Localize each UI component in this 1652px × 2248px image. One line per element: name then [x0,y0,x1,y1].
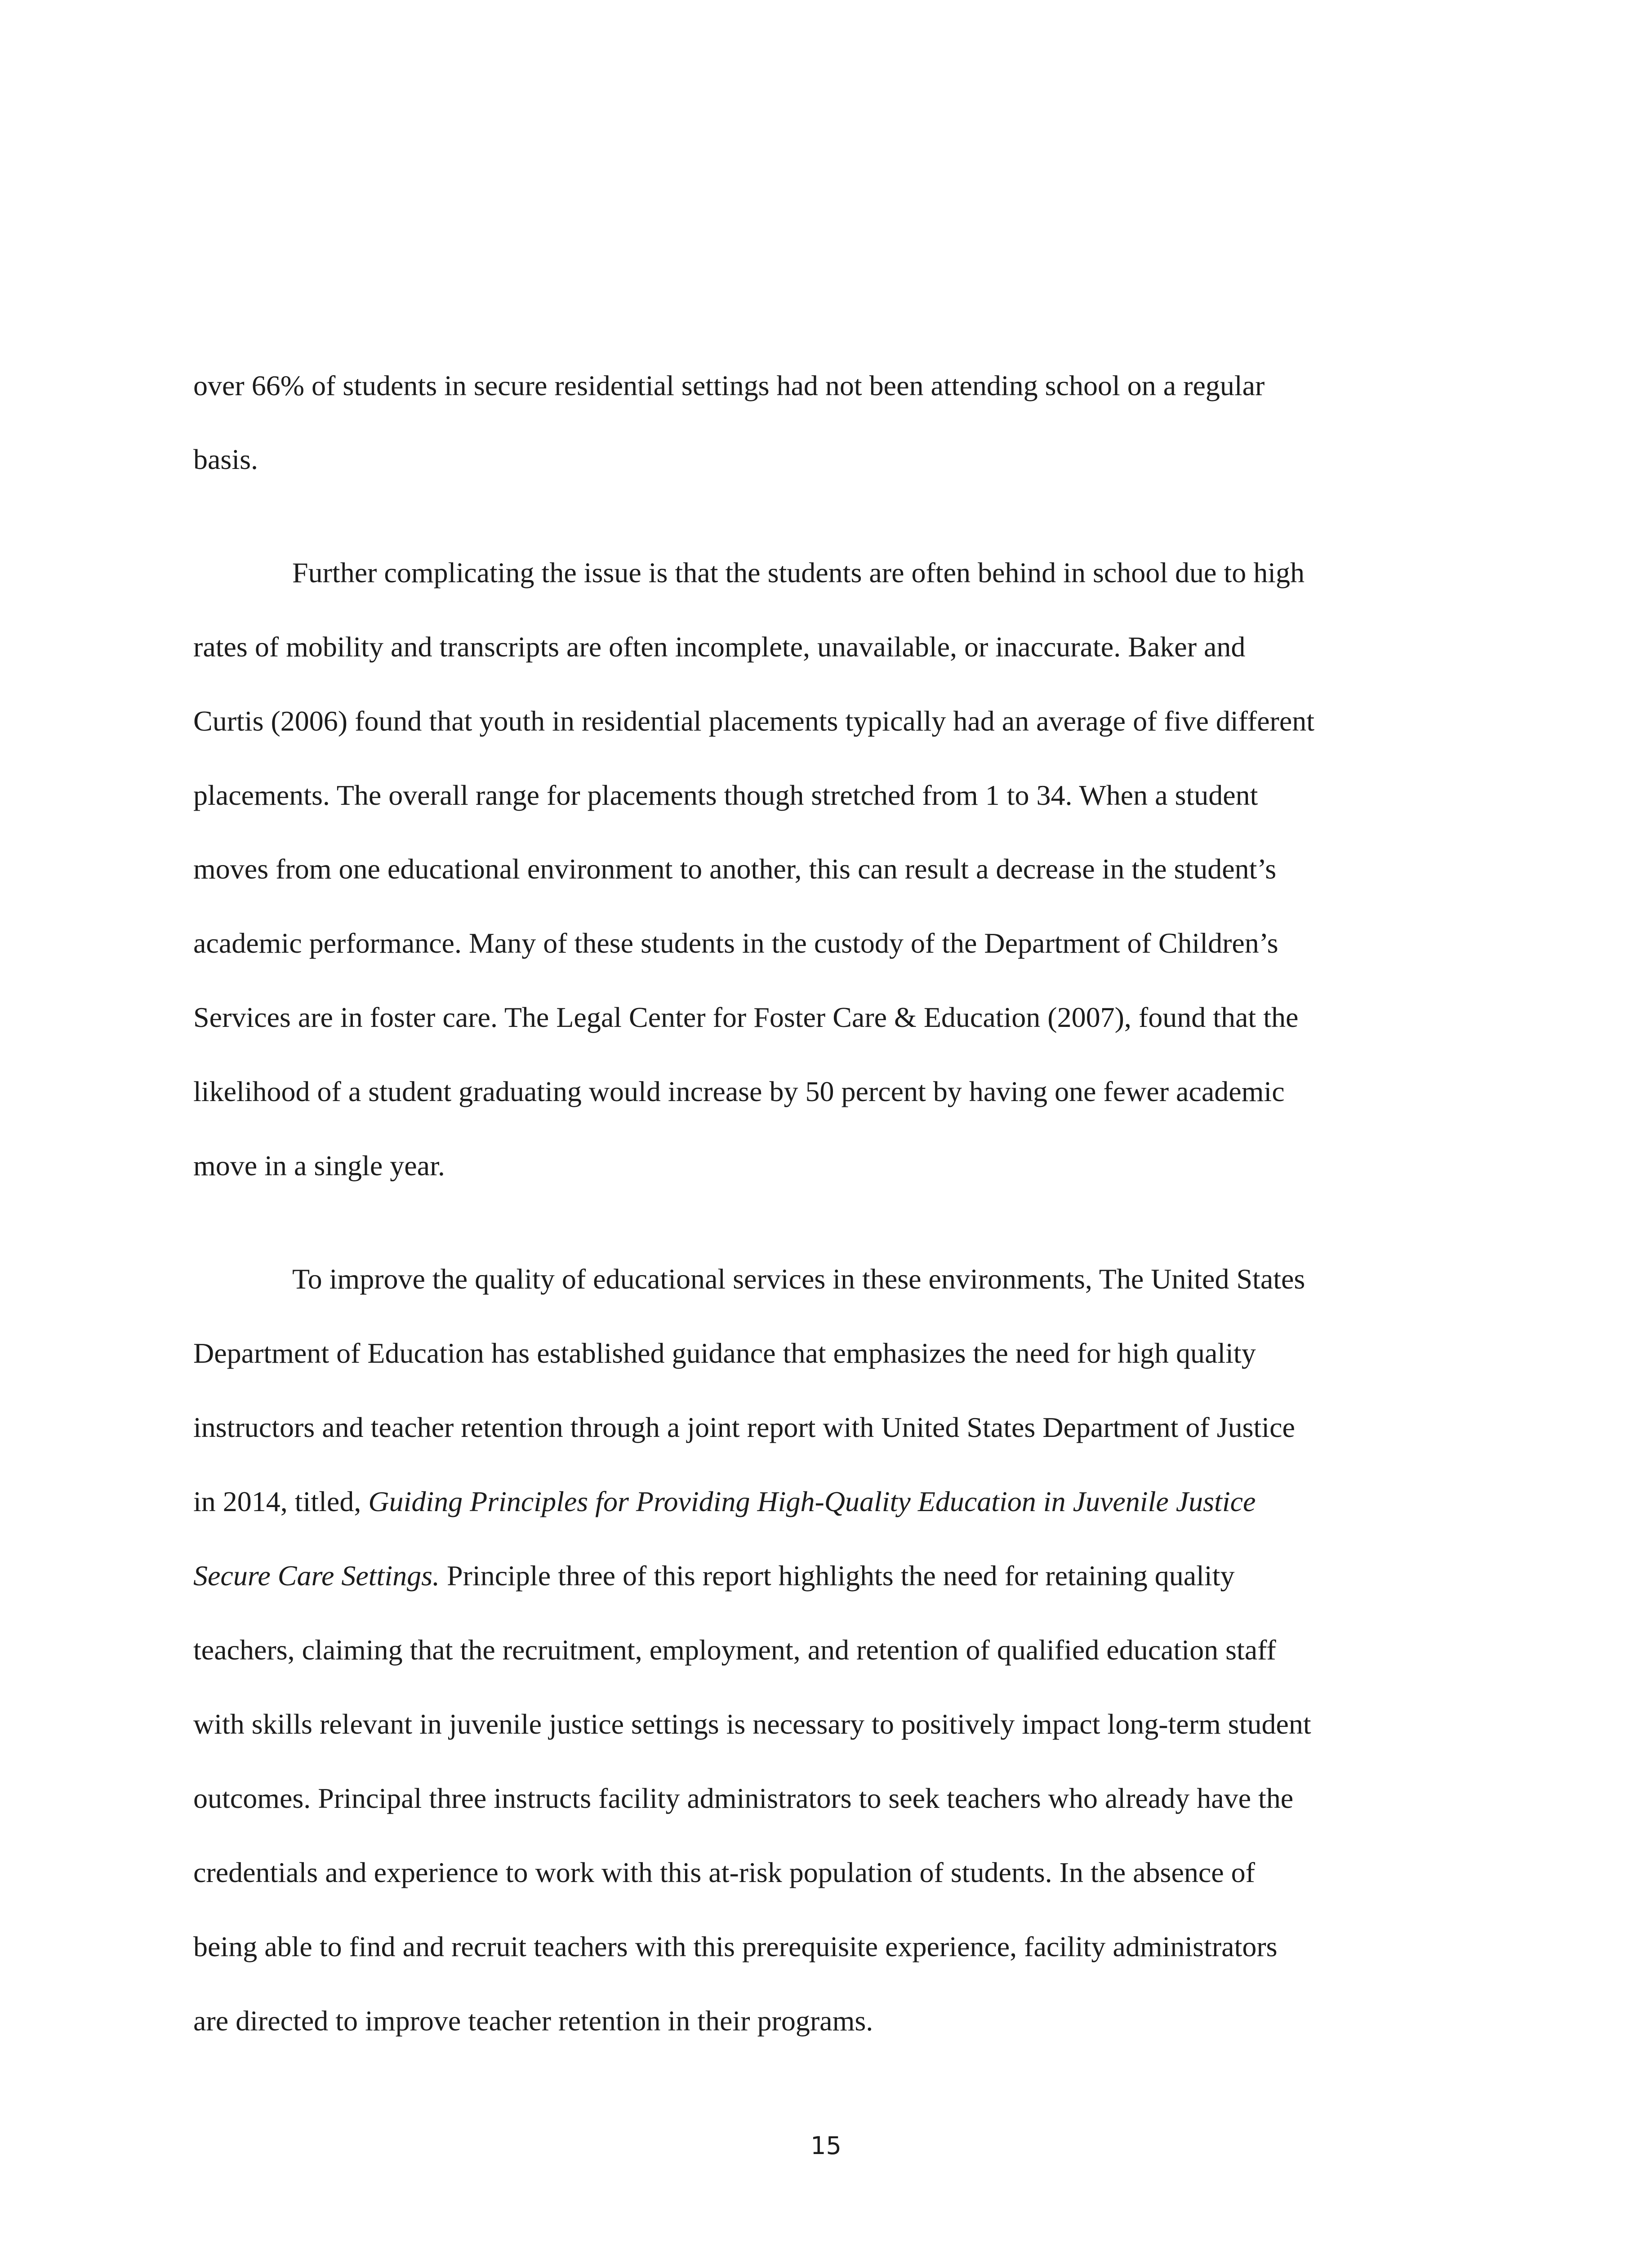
page-number: 15 [810,2132,842,2160]
paragraph-2-line-4: placements. The overall range for placements though stretched from 1 to 34. When a student [193,779,1258,811]
paragraph-2-line-9: move in a single year. [193,1150,445,1182]
paragraph-2-line-3: Curtis (2006) found that youth in residential placements typically had an average of five different [193,705,1315,737]
paragraph-3-line-7: with skills relevant in juvenile justice settings is necessary to positively impact long-term student [193,1708,1311,1740]
paragraph-2-line-6: academic performance. Many of these students in the custody of the Department of Children’s [193,927,1278,959]
report-title-part-1: Guiding Principles for Providing High-Quality Education in Juvenile Justice [368,1485,1256,1517]
paragraph-3-line-4-prefix: in 2014, titled, [193,1485,369,1517]
paragraph-3-line-5 [193,1558,1234,1594]
report-title-part-2: Secure Care Settings. [193,1560,440,1592]
paragraph-3-line-11: are directed to improve teacher retention in their programs. [193,2005,873,2037]
paragraph-2-line-7: Services are in foster care. The Legal Center for Foster Care & Education (2007), found that the [193,1001,1299,1033]
paragraph-3-line-10: being able to find and recruit teachers with this prerequisite experience, facility administrators [193,1931,1278,1963]
paragraph-2-line-8: likelihood of a student graduating would increase by 50 percent by having one fewer academic [193,1075,1285,1107]
paragraph-2-line-2: rates of mobility and transcripts are often incomplete, unavailable, or inaccurate. Baker and [193,631,1246,663]
paragraph-1-line-2: basis. [193,443,258,475]
paragraph-3-line-4 [193,1484,1256,1520]
paragraph-3-line-2: Department of Education has established guidance that emphasizes the need for high quality [193,1337,1256,1369]
paragraph-3-line-3: instructors and teacher retention through a joint report with United States Department of Justice [193,1411,1295,1443]
paragraph-2-line-5: moves from one educational environment to another, this can result a decrease in the student’s [193,853,1277,885]
paragraph-3-line-8: outcomes. Principal three instructs facility administrators to seek teachers who already have the [193,1782,1294,1814]
paragraph-3-line-5-suffix: Principle three of this report highlights the need for retaining quality [440,1560,1235,1592]
paragraph-1-line-1: over 66% of students in secure residential settings had not been attending school on a regular [193,370,1265,401]
paragraph-3-line-9: credentials and experience to work with this at-risk population of students. In the absence of [193,1856,1255,1888]
paragraph-3-line-1: To improve the quality of educational services in these environments, The United States [292,1263,1305,1295]
paragraph-2-line-1: Further complicating the issue is that the students are often behind in school due to high [292,557,1305,589]
paragraph-3-line-6: teachers, claiming that the recruitment, employment, and retention of qualified education staff [193,1634,1276,1666]
